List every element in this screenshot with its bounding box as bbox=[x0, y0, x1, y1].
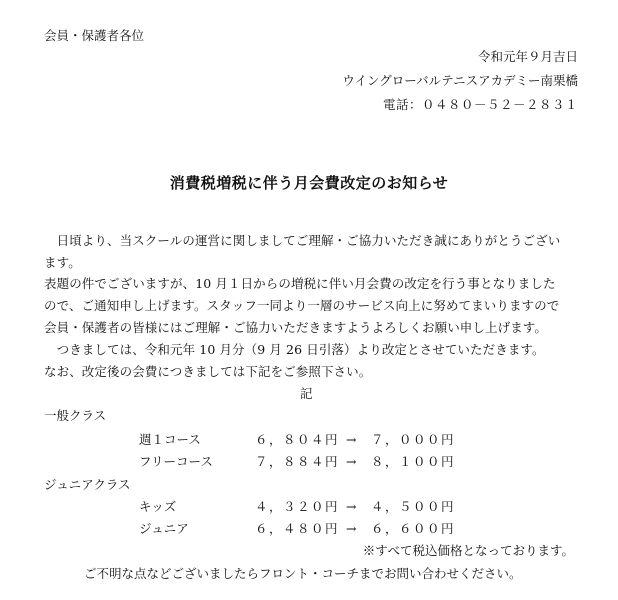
old-price: ４，３２０円 bbox=[255, 499, 340, 514]
course-name: ジュニア bbox=[139, 521, 189, 536]
body-line-1: 日頃より、当スクールの運営に関しましてご理解・ご協力いただき誠にありがとうござい bbox=[44, 233, 561, 248]
old-price: ６，８０４円 bbox=[255, 432, 340, 447]
old-price: ６，４８０円 bbox=[255, 521, 340, 536]
recipient-line: 会員・保護者各位 bbox=[44, 28, 145, 43]
price-row bbox=[0, 432, 618, 448]
section-heading-general: 一般クラス bbox=[44, 408, 107, 423]
body-line-7: なお、改定後の会費につきましては下記をご参照下さい。 bbox=[44, 364, 372, 379]
organization-name: ウイングローバルテニスアカデミー南栗橋 bbox=[342, 73, 578, 88]
arrow-icon: → bbox=[346, 432, 357, 447]
section-heading-junior: ジュニアクラス bbox=[44, 477, 131, 492]
issue-date: 令和元年９月吉日 bbox=[477, 49, 578, 64]
price-row bbox=[0, 499, 618, 515]
closing-line: ご不明な点などございましたらフロント・コーチまでお問い合わせください。 bbox=[84, 566, 522, 581]
document-title: 消費税増税に伴う月会費改定のお知らせ bbox=[169, 174, 449, 192]
new-price: ８，１００円 bbox=[371, 454, 456, 469]
new-price: ６，６００円 bbox=[371, 521, 456, 536]
new-price: ４，５００円 bbox=[371, 499, 456, 514]
body-line-2: ます。 bbox=[44, 255, 81, 270]
arrow-icon: → bbox=[346, 454, 357, 469]
arrow-icon: → bbox=[346, 499, 357, 514]
body-line-6: つきましては、令和元年 10 月分（9 月 26 日引落）より改定とさせていただきます。 bbox=[44, 342, 545, 357]
course-name: キッズ bbox=[139, 499, 177, 514]
body-line-4: ので、ご通知申し上げます。スタッフ一同より一層のサービス向上に努めてまいりますので bbox=[44, 298, 560, 313]
course-name: 週１コース bbox=[139, 432, 201, 447]
arrow-icon: → bbox=[346, 521, 357, 536]
body-line-5: 会員・保護者の皆様にはご理解・ご協力いただきますようよろしくお願い申し上げます。 bbox=[44, 320, 548, 335]
phone-number: 電話：０４８０－５２－２８３１ bbox=[382, 97, 578, 112]
tax-note: ※すべて税込価格となっております。 bbox=[362, 543, 574, 558]
new-price: ７，０００円 bbox=[371, 432, 456, 447]
ki-marker: 記 bbox=[300, 386, 313, 401]
old-price: ７，８８４円 bbox=[255, 454, 340, 469]
course-name: フリーコース bbox=[139, 454, 213, 469]
price-row bbox=[0, 521, 618, 537]
body-line-3: 表題の件でございますが、10 月１日からの増税に伴い月会費の改定を行う事となりました bbox=[44, 276, 556, 291]
price-row bbox=[0, 454, 618, 470]
